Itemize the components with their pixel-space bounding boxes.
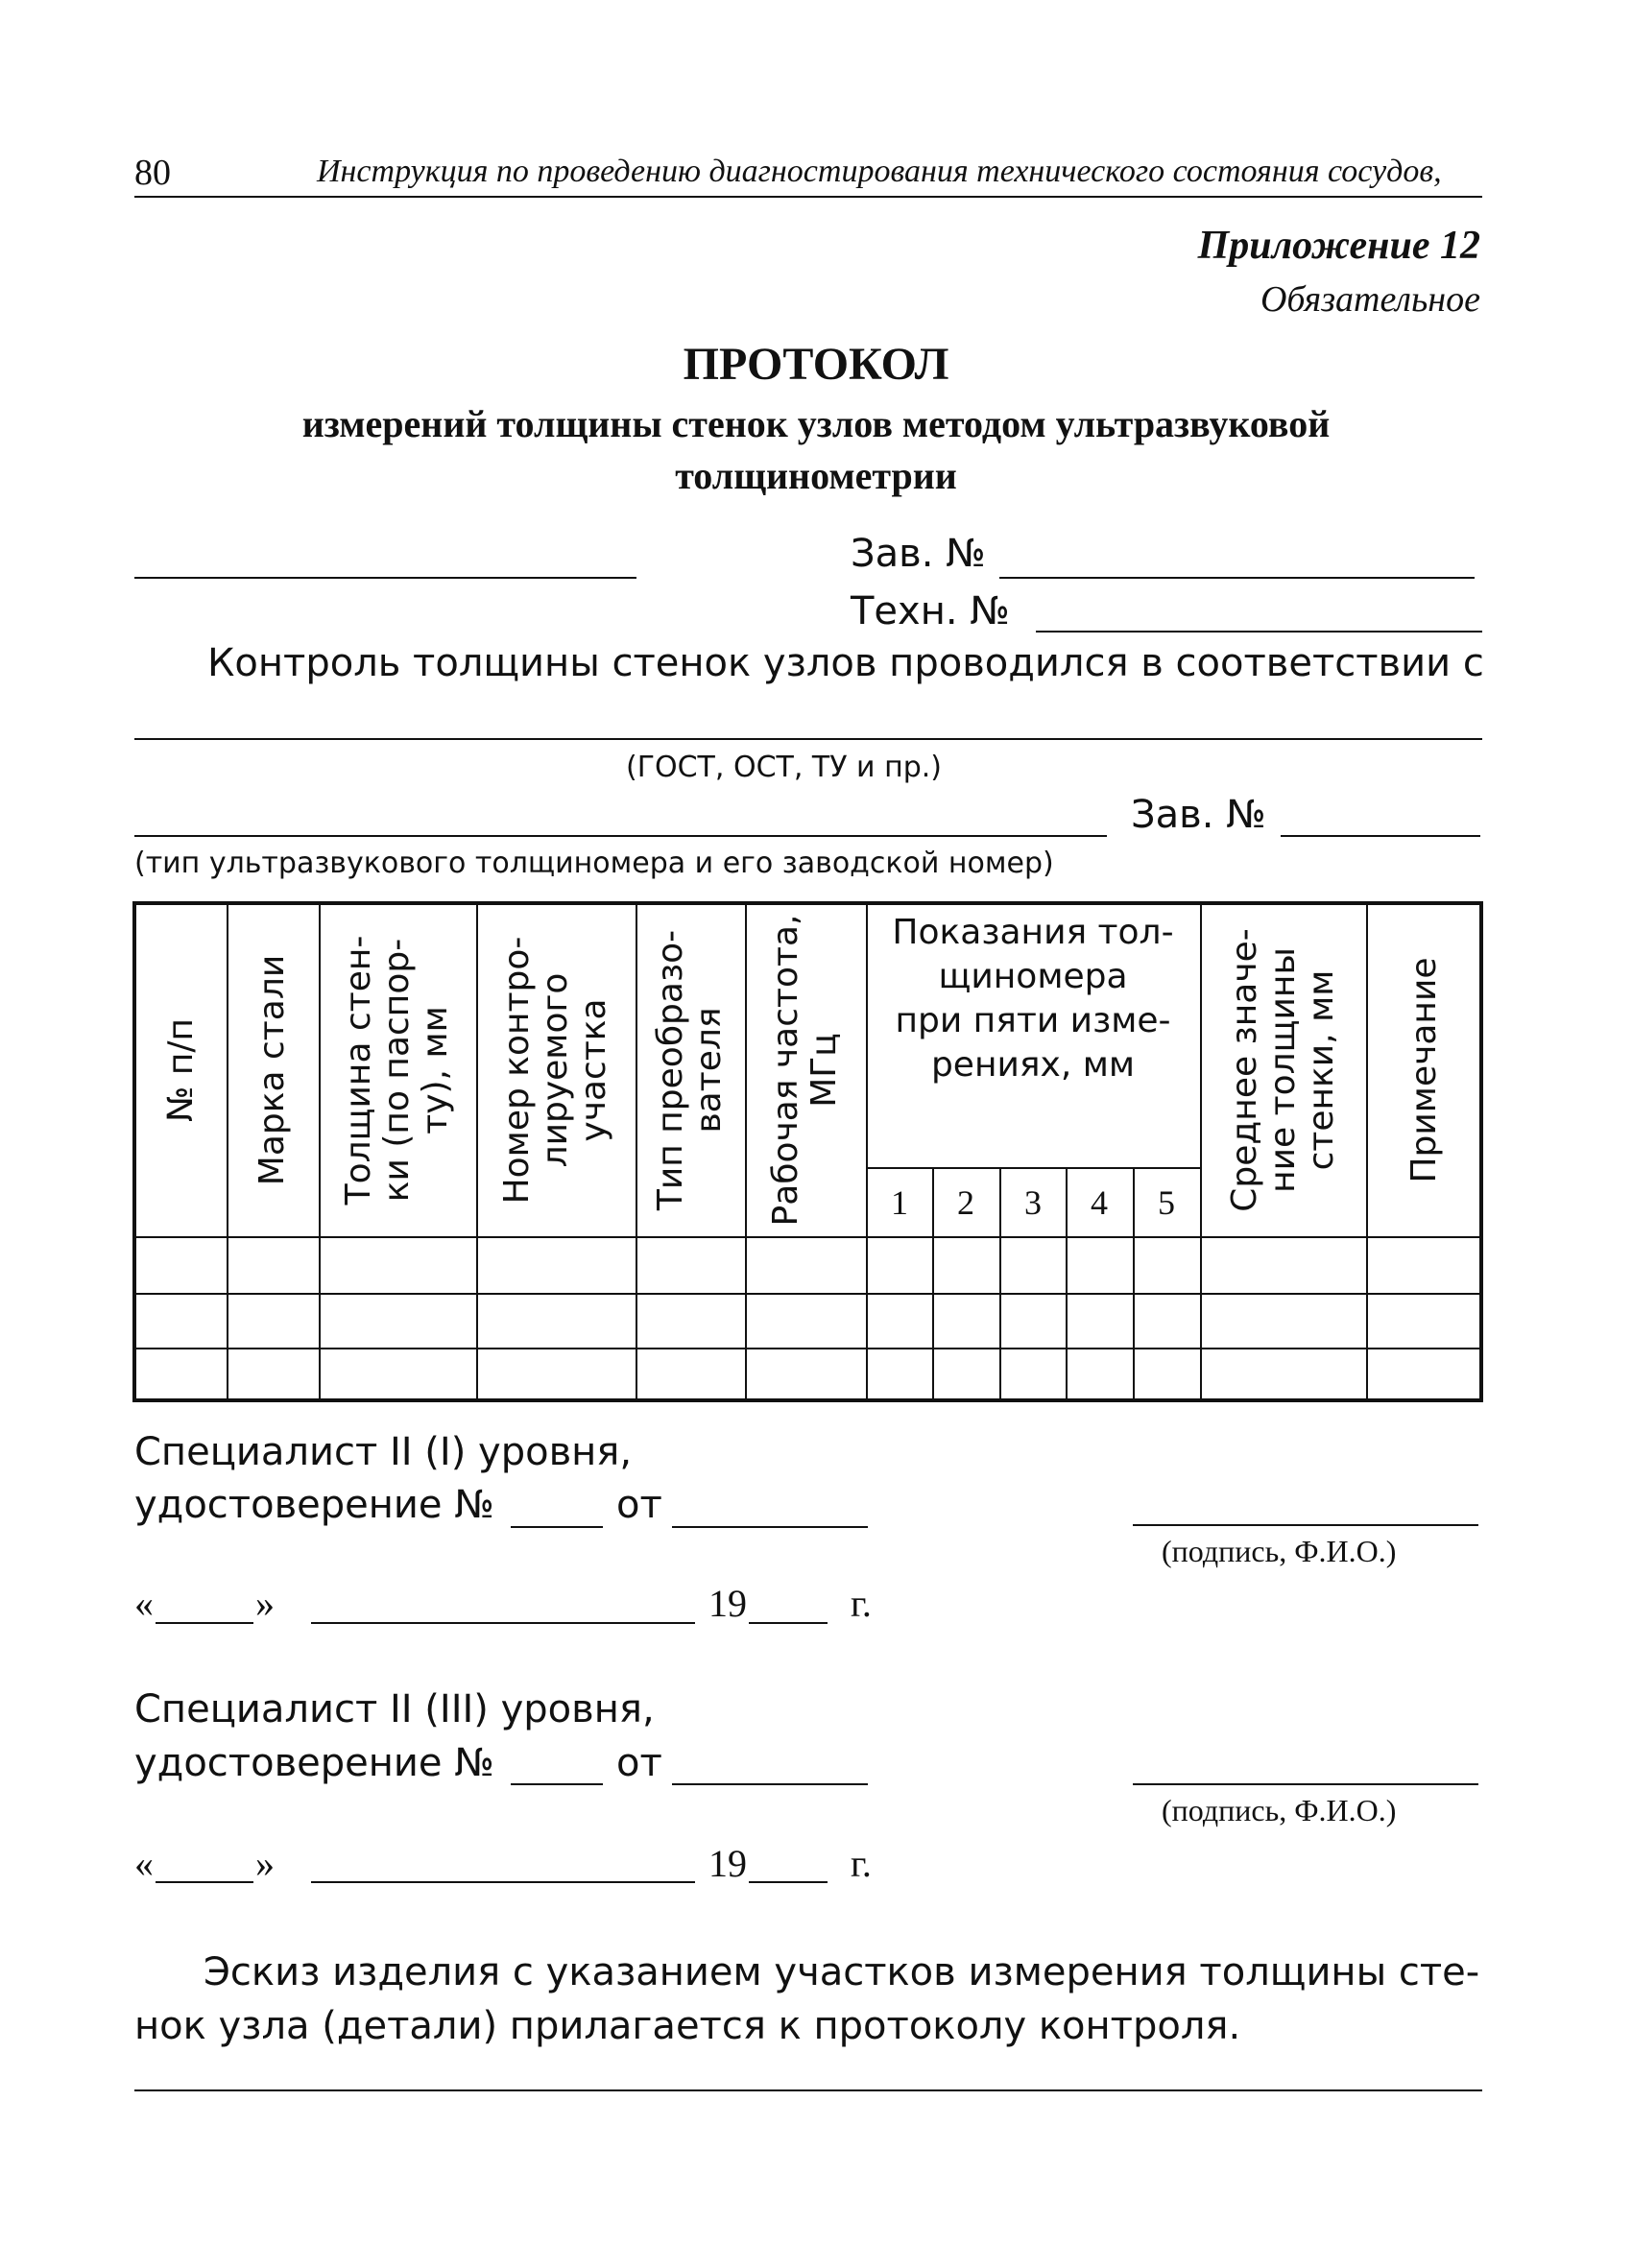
- device-blank: [134, 835, 1107, 837]
- standard-blank: [134, 738, 1482, 740]
- zav-label: Зав. №: [851, 532, 986, 576]
- col-header-steel: Марка стали: [252, 954, 292, 1186]
- measurement-table: [132, 901, 1483, 1402]
- col-divider: [227, 905, 228, 1398]
- specialist-1-signature-caption: (подпись, Ф.И.О.): [1162, 1534, 1397, 1568]
- specialist-1-quote-close: »: [255, 1582, 275, 1625]
- specialist-2-year: 19: [708, 1842, 747, 1885]
- row-divider: [136, 1348, 1479, 1349]
- row-divider: [136, 1293, 1479, 1295]
- running-title: Инструкция по проведению диагностирования технического состояния сосудов,: [317, 154, 1442, 189]
- specialist-2-day-blank: [156, 1881, 253, 1883]
- specialist-2-month-blank: [311, 1881, 695, 1883]
- blank-line: [134, 577, 636, 579]
- specialist-1-signature-line: [1133, 1524, 1478, 1526]
- col-divider: [745, 905, 747, 1398]
- reading-num-4: 4: [1091, 1183, 1108, 1222]
- specialist-1-from: от: [616, 1483, 662, 1527]
- col-divider: [319, 905, 321, 1398]
- specialist-1-g: г.: [851, 1582, 872, 1625]
- sketch-note-line-2: нок узла (детали) прилагается к протоколу контроля.: [134, 2004, 1241, 2048]
- specialist-2-g: г.: [851, 1842, 872, 1885]
- specialist-2-cert-label: удостоверение №: [134, 1741, 494, 1785]
- col-header-num: № п/п: [161, 1017, 201, 1123]
- reading-num-2: 2: [957, 1183, 974, 1222]
- page-number: 80: [134, 153, 171, 193]
- specialist-1-month-blank: [311, 1622, 695, 1624]
- specialist-2-from: от: [616, 1741, 662, 1785]
- zav2-blank: [1281, 835, 1480, 837]
- specialist-1-year-blank: [749, 1622, 828, 1624]
- specialist-1-date-blank: [672, 1526, 868, 1528]
- col-header-average: Среднее значе- ние толщины стенки, мм: [1225, 928, 1341, 1212]
- reading-num-5: 5: [1158, 1183, 1175, 1222]
- specialist-1-cert-label: удостоверение №: [134, 1483, 494, 1527]
- specialist-2-quote-open: «: [134, 1842, 154, 1885]
- specialist-1-quote-open: «: [134, 1582, 154, 1625]
- reading-num-3: 3: [1024, 1183, 1042, 1222]
- bottom-rule: [134, 2089, 1482, 2091]
- col-header-note: Примечание: [1404, 957, 1444, 1183]
- control-text: Контроль толщины стенок узлов проводился в соответствии с: [207, 641, 1484, 685]
- appendix-status: Обязательное: [1260, 279, 1480, 320]
- specialist-1-cert-blank: [511, 1526, 603, 1528]
- doc-title: ПРОТОКОЛ: [683, 339, 949, 390]
- reading-num-1: 1: [891, 1183, 908, 1222]
- col-divider: [1366, 905, 1368, 1398]
- col-divider: [1200, 905, 1202, 1398]
- col-header-area: Номер контро- лируемого участка: [497, 936, 613, 1205]
- col-divider: [636, 905, 637, 1398]
- device-caption: (тип ультразвукового толщиномера и его заводской номер): [134, 847, 1054, 880]
- specialist-1-day-blank: [156, 1622, 253, 1624]
- row-divider: [866, 1167, 1200, 1169]
- zav-blank: [999, 577, 1475, 579]
- appendix-label: Приложение 12: [1197, 224, 1480, 268]
- specialist-2-date-blank: [672, 1783, 868, 1785]
- specialist-2-quote-close: »: [255, 1842, 275, 1885]
- col-divider: [999, 1167, 1001, 1398]
- tekhn-blank: [1036, 631, 1482, 633]
- row-divider: [136, 1236, 1479, 1238]
- col-header-frequency: Рабочая частота, МГц: [766, 914, 844, 1227]
- sketch-note-line-1: Эскиз изделия с указанием участков измерения толщины сте-: [204, 1950, 1480, 1994]
- col-divider: [1133, 1167, 1135, 1398]
- zav2-label: Зав. №: [1131, 793, 1266, 837]
- col-header-readings: Показания тол- щиномера при пяти изме- рениях, мм: [892, 913, 1174, 1085]
- doc-subtitle-1: измерений толщины стенок узлов методом ультразвуковой: [301, 402, 1331, 445]
- specialist-2-signature-caption: (подпись, Ф.И.О.): [1162, 1793, 1397, 1827]
- specialist-2-role: Специалист II (III) уровня,: [134, 1687, 655, 1731]
- col-divider: [1066, 1167, 1068, 1398]
- specialist-1-role: Специалист II (I) уровня,: [134, 1430, 633, 1474]
- specialist-2-year-blank: [749, 1881, 828, 1883]
- header-rule: [134, 196, 1482, 198]
- col-divider: [932, 1167, 934, 1398]
- specialist-2-cert-blank: [511, 1783, 603, 1785]
- gost-caption: (ГОСТ, ОСТ, ТУ и пр.): [626, 751, 942, 784]
- col-header-thickness: Толщина стен- ки (по паспор- ту), мм: [339, 935, 455, 1206]
- col-divider: [476, 905, 478, 1398]
- col-header-converter: Тип преобразо- вателя: [651, 929, 729, 1211]
- specialist-2-signature-line: [1133, 1783, 1478, 1785]
- tekhn-label: Техн. №: [851, 589, 1010, 633]
- doc-subtitle-2: толщинометрии: [675, 454, 957, 497]
- specialist-1-year: 19: [708, 1582, 747, 1625]
